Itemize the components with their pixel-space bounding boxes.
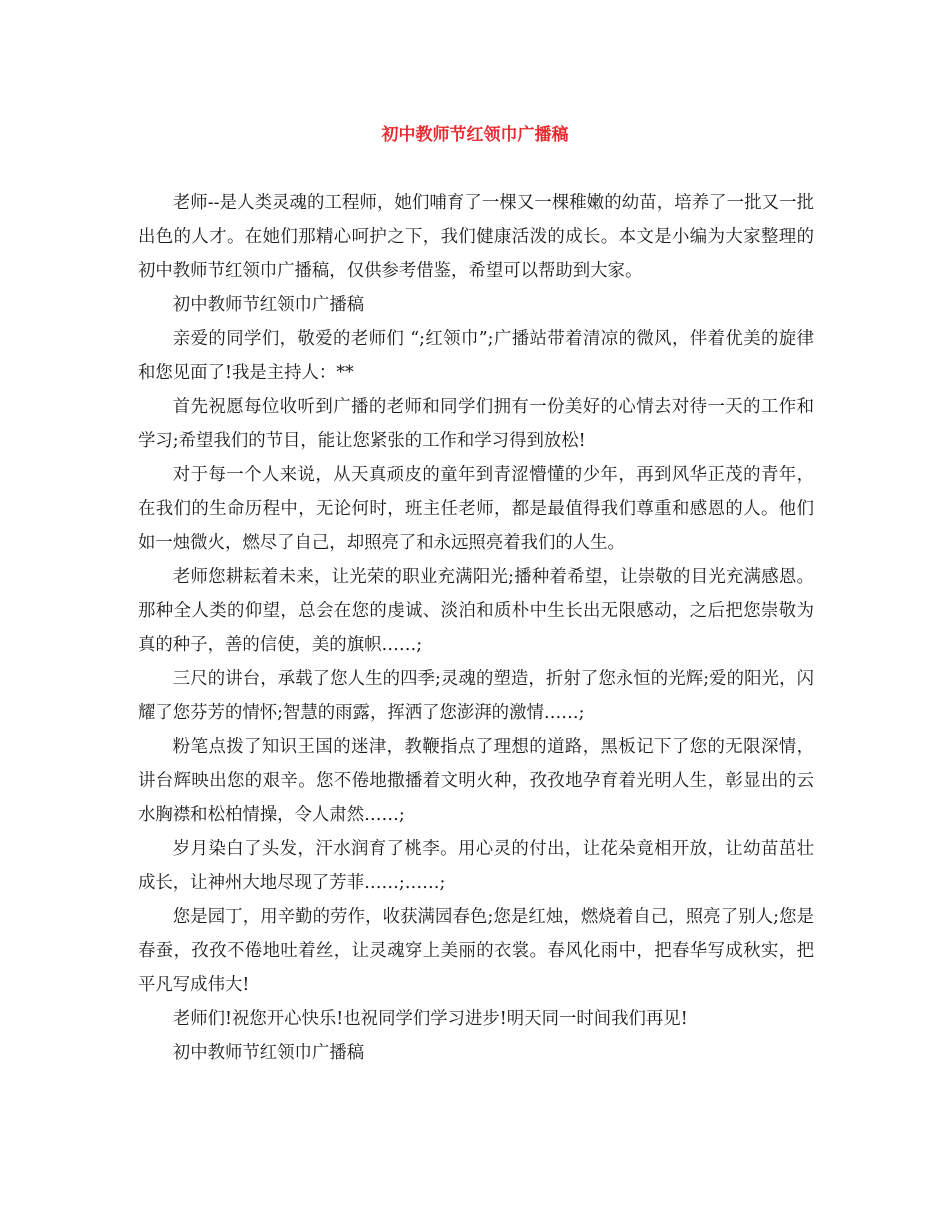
paragraph-closing-title: 初中教师节红领巾广播稿 [172,1043,365,1063]
paragraph-intro: 老师--是人类灵魂的工程师，她们哺育了一棵又一棵稚嫩的幼苗，培养了一批又一批出色的人才。在她们那精心呵护之下，我们健康活泼的成长。本文是小编为大家整理的初中教师节红领巾广播稿，仅供参考借鉴，希望可以帮助到大家。 [138,193,814,281]
document-body [138,186,814,1070]
paragraph-cultivation: 老师您耕耘着未来，让光荣的职业充满阳光;播种着希望，让崇敬的目光充满感恩。那种全人类的仰望，总会在您的虔诚、淡泊和质朴中生长出无限感动，之后把您崇敬为真的种子，善的信使，美的旗帜……; [138,567,814,655]
paragraph-gardener: 您是园丁，用辛勤的劳作，收获满园春色;您是红烛，燃烧着自己，照亮了别人;您是春蚕，孜孜不倦地吐着丝，让灵魂穿上美丽的衣裳。春风化雨中，把春华写成秋实，把平凡写成伟大! [138,907,814,995]
paragraph-farewell: 老师们!祝您开心快乐!也祝同学们学习进步!明天同一时间我们再见! [172,1009,688,1029]
paragraph-gratitude: 对于每一个人来说，从天真顽皮的童年到青涩懵懂的少年，再到风华正茂的青年，在我们的生命历程中，无论何时，班主任老师，都是最值得我们尊重和感恩的人。他们如一烛微火，燃尽了自己，却照亮了和永远照亮着我们的人生。 [138,465,814,553]
paragraph-wish: 首先祝愿每位收听到广播的老师和同学们拥有一份美好的心情去对待一天的工作和学习;希望我们的节目，能让您紧张的工作和学习得到放松! [138,397,814,451]
document-title: 初中教师节红领巾广播稿 [381,125,569,145]
paragraph-subtitle: 初中教师节红领巾广播稿 [172,295,365,315]
paragraph-podium: 三尺的讲台，承载了您人生的四季;灵魂的塑造，折射了您永恒的光辉;爱的阳光，闪耀了您芬芳的情怀;智慧的雨露，挥洒了您澎湃的激情……; [138,669,814,723]
paragraph-chalk: 粉笔点拨了知识王国的迷津，教鞭指点了理想的道路，黑板记下了您的无限深情，讲台辉映出您的艰辛。您不倦地撒播着文明火种，孜孜地孕育着光明人生，彰显出的云水胸襟和松柏情操，令人肃然……; [138,737,814,825]
paragraph-years: 岁月染白了头发，汗水润育了桃李。用心灵的付出，让花朵竟相开放，让幼苗茁壮成长，让神州大地尽现了芳菲……;……; [138,839,814,893]
paragraph-greeting: 亲爱的同学们，敬爱的老师们 “;红领巾”;广播站带着清凉的微风，伴着优美的旋律和您见面了!我是主持人：** [138,329,814,383]
